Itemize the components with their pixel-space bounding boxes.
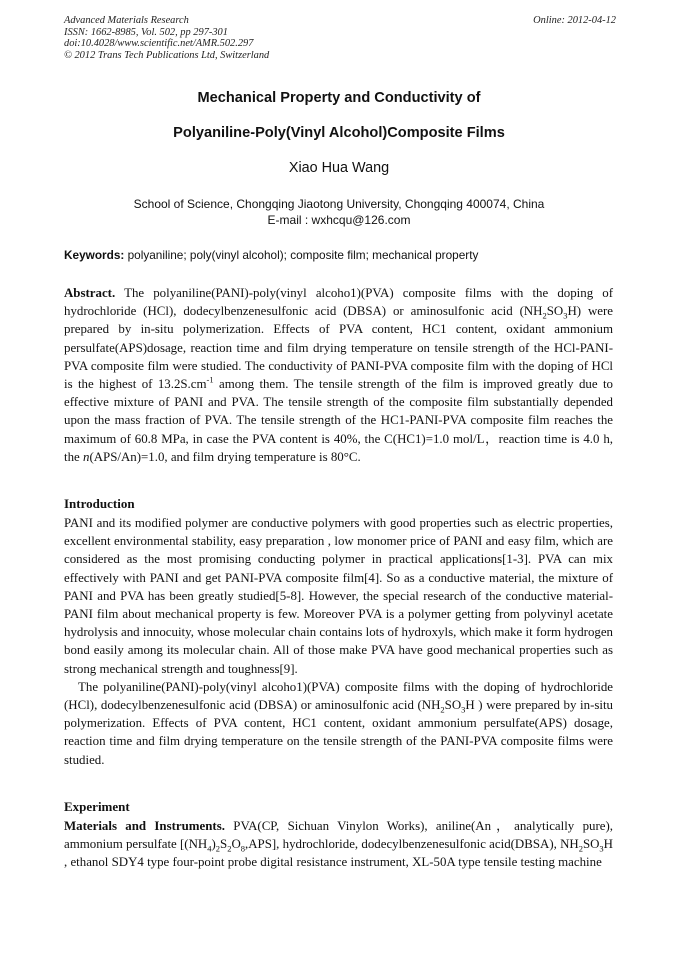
- keywords-text: polyaniline; poly(vinyl alcohol); composite film; mechanical property: [124, 248, 479, 262]
- subscript: 2: [542, 310, 547, 321]
- abstract: [64, 284, 613, 466]
- experiment-heading: Experiment: [64, 799, 130, 814]
- superscript: -1: [206, 374, 214, 385]
- abstract-text-1: The polyaniline(PANI)-poly(vinyl alcoho1)(PVA) composite films with the doping of hydrochloride (HCl), dodecylbenzenesulfonic acid (DBSA) or aminosulfonic acid (NH: [64, 286, 613, 319]
- subscript: 3: [461, 704, 466, 715]
- materials-text-7: H , ethanol SDY4 type four-point probe digital resistance instrument, XL-50A type tensile testing machine: [64, 837, 613, 870]
- abstract-text-2: H) were prepared by in-situ polymerization. Effects of PVA content, HC1 content, oxidant ammonium persulfate(APS)dosage, reaction time and film drying temperature on tensile strength of the HCl-PANI-PVA composite film were studied. The conductivity of PANI-PVA composite film with the doping of HCl is the highest of 13.2S.cm: [64, 304, 613, 392]
- abstract-text-formula: SO: [546, 304, 564, 319]
- subscript: 2: [578, 843, 583, 854]
- abstract-italic-n: n: [82, 449, 90, 464]
- subscript: 3: [599, 843, 604, 854]
- materials-text-3: S: [220, 837, 228, 852]
- materials-text-4: O: [231, 837, 241, 852]
- subscript: 2: [227, 843, 232, 854]
- abstract-label: Abstract.: [64, 286, 116, 300]
- subscript: 2: [440, 704, 445, 715]
- subscript: 2: [215, 843, 221, 854]
- author-name: Xiao Hua Wang: [288, 160, 390, 176]
- intro-p2-text-1: The polyaniline(PANI)-poly(vinyl alcoho1)(PVA) composite films with the doping of hydrochloride (HCl), dodecylbenzenesulfonic acid (DBSA) or aminosulfonic acid (NH: [64, 679, 613, 713]
- keywords-label: Keywords:: [64, 248, 125, 262]
- copyright-line: © 2012 Trans Tech Publications Ltd, Switzerland: [64, 49, 270, 61]
- materials-text-6: SO: [582, 837, 600, 852]
- journal-name: Advanced Materials Research: [64, 15, 189, 26]
- introduction-paragraph-2: [64, 678, 613, 769]
- journal-header: [64, 15, 616, 61]
- online-date: Online: 2012-04-12: [533, 15, 616, 26]
- materials-label: Materials and Instruments.: [64, 819, 225, 833]
- intro-p2-formula: SO: [444, 698, 462, 713]
- issn-line: ISSN: 1662-8985, Vol. 502, pp 297-301: [64, 26, 228, 38]
- paper-title-line-2: Polyaniline-Poly(Vinyl Alcohol)Composite Films: [173, 125, 505, 141]
- subscript: 3: [563, 310, 568, 321]
- materials-text-5: ,APS], hydrochloride, dodecylbenzenesulfonic acid(DBSA), NH: [245, 837, 579, 852]
- introduction-heading: Introduction: [64, 496, 135, 511]
- materials-paragraph: [64, 817, 613, 872]
- paper-title-line-1: Mechanical Property and Conductivity of: [197, 90, 481, 106]
- affiliation-address: School of Science, Chongqing Jiaotong University, Chongqing 400074, China: [133, 197, 545, 211]
- materials-text-1: PVA(CP, Sichuan Vinylon Works), aniline(An，analytically pure), ammonium persulfate [(NH: [64, 819, 613, 852]
- keywords: [64, 248, 616, 262]
- author-email: E-mail : wxhcqu@126.com: [267, 213, 411, 227]
- doi-line: doi:10.4028/www.scientific.net/AMR.502.297: [64, 38, 254, 50]
- abstract-text-4: (APS/An)=1.0, and film drying temperature is 80°C.: [89, 449, 361, 464]
- intro-p2-text-2: H ) were prepared by in-situ polymerization. Effects of PVA content, HC1 content, oxidant ammonium persulfate(APS) dosage, reaction time and film drying temperature on the tensile strength of the PANI-PVA composite films were studied.: [64, 698, 613, 767]
- subscript: 4: [207, 843, 212, 854]
- abstract-text-3: among them. The tensile strength of the film is improved greatly due to effective mixture of PANI and PVA. The tensile strength of the composite film substantially depended upon the mass fraction of PVA. The tensile strength of the HC1-PANI-PVA composite film reaches the maximum of 60.8 MPa, in case the PVA content is 40%, the C(HC1)=1.0 mol/L，reaction time is 4.0 h, the: [64, 377, 613, 464]
- affiliation: [64, 196, 614, 228]
- materials-text-2: ): [211, 837, 216, 852]
- subscript: 8: [240, 843, 245, 854]
- introduction-paragraph-1: PANI and its modified polymer are conductive polymers with good properties such as electric properties, excellent environmental stability, easy preparation , low monomer price of PANI and easy film, which are considered as the most promising conducting polymer in practical applications[1-3]. PVA can mix effectively with PANI and get PANI-PVA composite film[4]. So as a conductive material, the mixture of PANI and PVA has been greatly studied[5-8]. However, the special research of the conductive material-PANI film about mechanical property is few. Moreover PVA is a polymer getting from polyvinyl acetate hydrolysis and innocuity, whose molecular chain contains lots of hydroxyls, which make it form hydrogen bond easily among its molecular chain. All of those make PVA have good mechanical properties such as strong mechanical strength and toughness[9].: [64, 516, 613, 676]
- introduction-body: [64, 514, 613, 769]
